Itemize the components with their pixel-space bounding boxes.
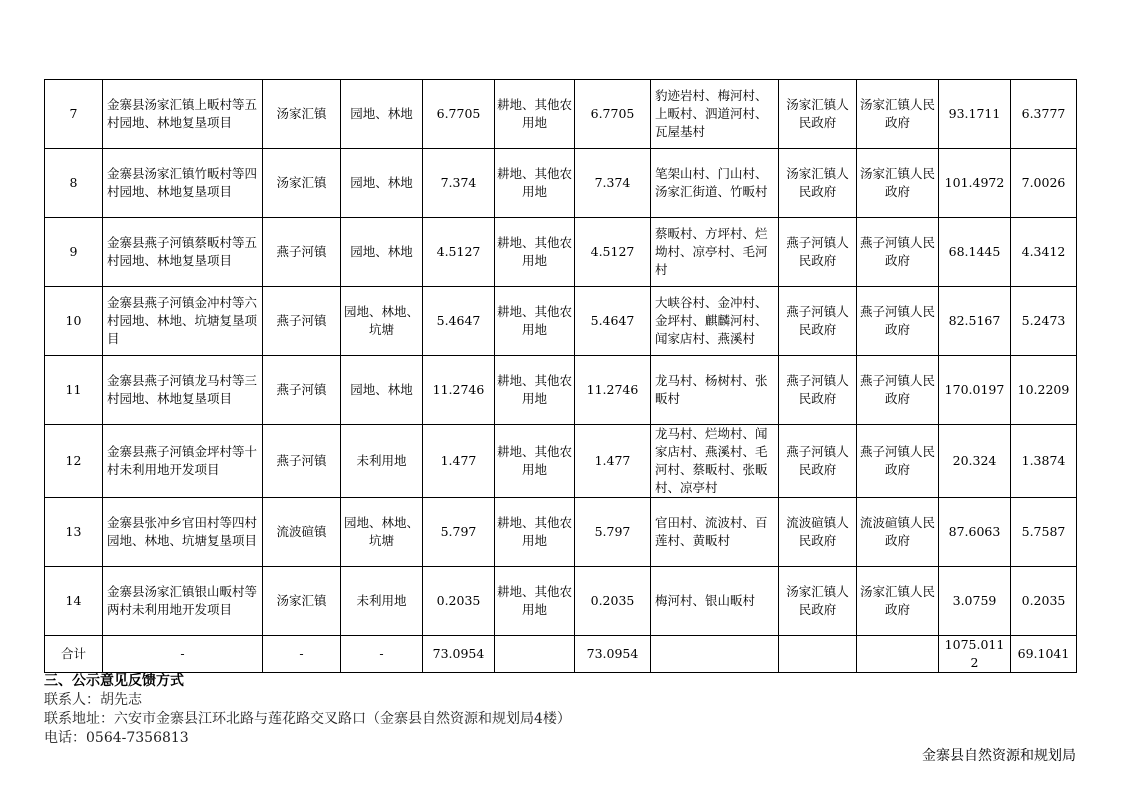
section-heading: 三、公示意见反馈方式 [44,673,184,689]
cell-v2: 5.2473 [1011,287,1077,356]
cell-v1: 87.6063 [939,498,1011,567]
cell-area2: 7.374 [575,149,651,218]
table-row [45,567,1077,636]
cell-town: 汤家汇镇 [263,567,341,636]
cell-owner1: 燕子河镇人民政府 [779,425,857,498]
total-cell-area1: 73.0954 [423,636,495,673]
cell-area2: 5.797 [575,498,651,567]
cell-area1: 7.374 [423,149,495,218]
cell-use: 耕地、其他农用地 [495,287,575,356]
cell-area2: 11.2746 [575,356,651,425]
cell-type: 园地、林地 [341,218,423,287]
cell-villages: 龙马村、烂坳村、闻家店村、燕溪村、毛河村、蔡畈村、张畈村、凉亭村 [651,425,779,498]
cell-owner1: 燕子河镇人民政府 [779,287,857,356]
cell-name: 金寨县张冲乡官田村等四村园地、林地、坑塘复垦项目 [103,498,263,567]
cell-area2: 5.4647 [575,287,651,356]
cell-villages: 大峡谷村、金冲村、金坪村、麒麟河村、闻家店村、燕溪村 [651,287,779,356]
cell-town: 燕子河镇 [263,218,341,287]
cell-type: 园地、林地、坑塘 [341,287,423,356]
table-row [45,425,1077,498]
cell-v1: 170.0197 [939,356,1011,425]
cell-no: 7 [45,80,103,149]
cell-no: 12 [45,425,103,498]
cell-use: 耕地、其他农用地 [495,149,575,218]
cell-villages: 豹迹岩村、梅河村、上畈村、泗道河村、瓦屋基村 [651,80,779,149]
total-cell-use [495,636,575,673]
cell-v2: 1.3874 [1011,425,1077,498]
cell-v1: 101.4972 [939,149,1011,218]
cell-area1: 5.797 [423,498,495,567]
cell-villages: 龙马村、杨树村、张畈村 [651,356,779,425]
cell-v2: 0.2035 [1011,567,1077,636]
table-row [45,80,1077,149]
cell-owner1: 汤家汇镇人民政府 [779,149,857,218]
cell-v2: 7.0026 [1011,149,1077,218]
table-row [45,287,1077,356]
cell-v1: 93.1711 [939,80,1011,149]
cell-no: 11 [45,356,103,425]
cell-no: 10 [45,287,103,356]
issuer-signature: 金寨县自然资源和规划局 [922,748,1076,764]
cell-v2: 5.7587 [1011,498,1077,567]
project-table [44,79,1077,673]
cell-v2: 10.2209 [1011,356,1077,425]
table-body [45,80,1077,673]
table-row [45,149,1077,218]
cell-type: 园地、林地 [341,80,423,149]
cell-area2: 1.477 [575,425,651,498]
cell-area1: 6.7705 [423,80,495,149]
cell-owner2: 燕子河镇人民政府 [857,425,939,498]
cell-town: 汤家汇镇 [263,149,341,218]
cell-name: 金寨县燕子河镇金冲村等六村园地、林地、坑塘复垦项目 [103,287,263,356]
table-row [45,356,1077,425]
cell-no: 9 [45,218,103,287]
cell-owner1: 汤家汇镇人民政府 [779,567,857,636]
total-cell-owner1 [779,636,857,673]
cell-name: 金寨县燕子河镇蔡畈村等五村园地、林地复垦项目 [103,218,263,287]
cell-owner2: 汤家汇镇人民政府 [857,567,939,636]
cell-owner1: 燕子河镇人民政府 [779,218,857,287]
cell-use: 耕地、其他农用地 [495,498,575,567]
cell-town: 燕子河镇 [263,425,341,498]
cell-type: 未利用地 [341,425,423,498]
cell-use: 耕地、其他农用地 [495,567,575,636]
cell-area1: 1.477 [423,425,495,498]
cell-area1: 11.2746 [423,356,495,425]
cell-area2: 0.2035 [575,567,651,636]
cell-type: 园地、林地 [341,149,423,218]
total-cell-v1: 1075.0112 [939,636,1011,673]
contact-address: 联系地址：六安市金寨县江环北路与莲花路交叉路口（金寨县自然资源和规划局4楼） [44,711,571,727]
cell-villages: 官田村、流波村、百莲村、黄畈村 [651,498,779,567]
cell-v1: 3.0759 [939,567,1011,636]
cell-use: 耕地、其他农用地 [495,425,575,498]
cell-v2: 6.3777 [1011,80,1077,149]
cell-owner2: 燕子河镇人民政府 [857,356,939,425]
cell-use: 耕地、其他农用地 [495,218,575,287]
total-cell-villages [651,636,779,673]
total-cell-v2: 69.1041 [1011,636,1077,673]
cell-owner2: 流波碹镇人民政府 [857,498,939,567]
cell-town: 燕子河镇 [263,356,341,425]
total-cell-type: - [341,636,423,673]
cell-type: 园地、林地、坑塘 [341,498,423,567]
feedback-section [44,672,571,748]
contact-phone: 电话：0564-7356813 [44,730,189,746]
cell-villages: 梅河村、银山畈村 [651,567,779,636]
total-cell-name: - [103,636,263,673]
cell-v1: 20.324 [939,425,1011,498]
cell-owner2: 燕子河镇人民政府 [857,287,939,356]
cell-owner1: 汤家汇镇人民政府 [779,80,857,149]
total-row [45,636,1077,673]
cell-owner1: 燕子河镇人民政府 [779,356,857,425]
cell-area1: 0.2035 [423,567,495,636]
cell-villages: 笔架山村、门山村、汤家汇街道、竹畈村 [651,149,779,218]
cell-area1: 5.4647 [423,287,495,356]
total-cell-area2: 73.0954 [575,636,651,673]
cell-villages: 蔡畈村、方坪村、烂坳村、凉亭村、毛河村 [651,218,779,287]
cell-name: 金寨县汤家汇镇竹畈村等四村园地、林地复垦项目 [103,149,263,218]
cell-no: 14 [45,567,103,636]
cell-area2: 4.5127 [575,218,651,287]
table-row [45,218,1077,287]
cell-use: 耕地、其他农用地 [495,80,575,149]
cell-name: 金寨县汤家汇镇上畈村等五村园地、林地复垦项目 [103,80,263,149]
total-cell-label: 合计 [45,636,103,673]
cell-owner2: 汤家汇镇人民政府 [857,149,939,218]
cell-type: 园地、林地 [341,356,423,425]
cell-v1: 68.1445 [939,218,1011,287]
cell-name: 金寨县燕子河镇龙马村等三村园地、林地复垦项目 [103,356,263,425]
cell-type: 未利用地 [341,567,423,636]
total-cell-town: - [263,636,341,673]
cell-v1: 82.5167 [939,287,1011,356]
cell-name: 金寨县汤家汇镇银山畈村等两村未利用地开发项目 [103,567,263,636]
contact-person: 联系人：胡先志 [44,692,142,708]
cell-owner2: 燕子河镇人民政府 [857,218,939,287]
cell-owner1: 流波碹镇人民政府 [779,498,857,567]
cell-town: 汤家汇镇 [263,80,341,149]
cell-no: 8 [45,149,103,218]
cell-town: 流波碹镇 [263,498,341,567]
cell-owner2: 汤家汇镇人民政府 [857,80,939,149]
table-row [45,498,1077,567]
cell-no: 13 [45,498,103,567]
cell-use: 耕地、其他农用地 [495,356,575,425]
cell-area1: 4.5127 [423,218,495,287]
total-cell-owner2 [857,636,939,673]
cell-name: 金寨县燕子河镇金坪村等十村未利用地开发项目 [103,425,263,498]
cell-town: 燕子河镇 [263,287,341,356]
cell-area2: 6.7705 [575,80,651,149]
cell-v2: 4.3412 [1011,218,1077,287]
